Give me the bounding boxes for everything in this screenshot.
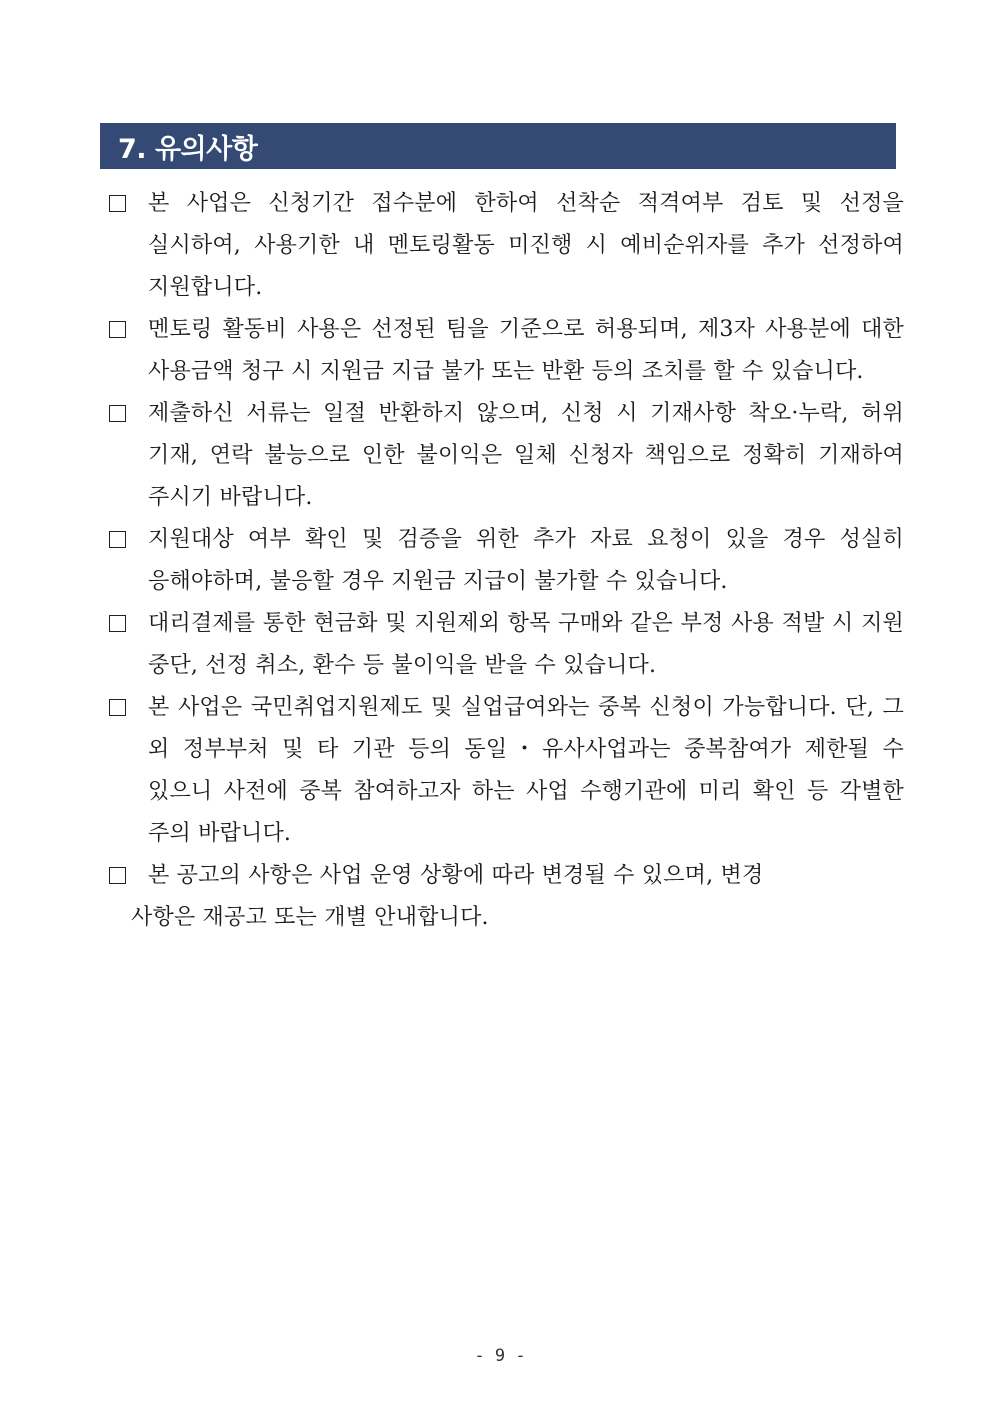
note-text: 본 사업은 국민취업지원제도 및 실업급여와는 중복 신청이 가능합니다. 단, 그 외 정부부처 및 타 기관 등의 동일・유사사업과는 중복참여가 제한될 수 있으니 사전에 중복 참여하고자 하는 사업 수행기관에 미리 확인 등 각별한 주의 바랍니다. bbox=[148, 695, 904, 846]
note-item bbox=[107, 393, 904, 519]
note-item-last bbox=[107, 855, 883, 897]
note-item bbox=[107, 309, 904, 393]
section-header bbox=[100, 123, 896, 169]
checkbox-square-icon bbox=[109, 867, 126, 884]
checkbox-square-icon bbox=[109, 531, 126, 548]
checkbox-square-icon bbox=[109, 615, 126, 632]
note-item bbox=[107, 603, 904, 687]
note-text: 본 사업은 신청기간 접수분에 한하여 선착순 적격여부 검토 및 선정을 실시하여, 사용기한 내 멘토링활동 미진행 시 예비순위자를 추가 선정하여 지원합니다. bbox=[148, 191, 904, 300]
note-last-continuation: 사항은 재공고 또는 개별 안내합니다. bbox=[131, 905, 489, 930]
note-text: 본 공고의 사항은 사업 운영 상황에 따라 변경될 수 있으며, 변경 bbox=[148, 863, 764, 888]
checkbox-square-icon bbox=[109, 321, 126, 338]
note-item bbox=[107, 183, 904, 309]
checkbox-square-icon bbox=[109, 699, 126, 716]
note-text: 제출하신 서류는 일절 반환하지 않으며, 신청 시 기재사항 착오·누락, 허위 기재, 연락 불능으로 인한 불이익은 일체 신청자 책임으로 정확히 기재하여 주시기 바랍니다. bbox=[148, 401, 904, 510]
page-number: - 9 - bbox=[474, 1346, 526, 1366]
checkbox-square-icon bbox=[109, 195, 126, 212]
note-item bbox=[107, 519, 904, 603]
note-item bbox=[107, 687, 904, 855]
notes-list bbox=[107, 183, 904, 939]
checkbox-square-icon bbox=[109, 405, 126, 422]
note-text: 멘토링 활동비 사용은 선정된 팀을 기준으로 허용되며, 제3자 사용분에 대한 사용금액 청구 시 지원금 지급 불가 또는 반환 등의 조치를 할 수 있습니다. bbox=[148, 317, 904, 384]
note-text: 대리결제를 통한 현금화 및 지원제외 항목 구매와 같은 부정 사용 적발 시 지원 중단, 선정 취소, 환수 등 불이익을 받을 수 있습니다. bbox=[148, 611, 904, 678]
section-title: 7. 유의사항 bbox=[118, 133, 258, 165]
note-text: 지원대상 여부 확인 및 검증을 위한 추가 자료 요청이 있을 경우 성실히 응해야하며, 불응할 경우 지원금 지급이 불가할 수 있습니다. bbox=[148, 527, 904, 594]
